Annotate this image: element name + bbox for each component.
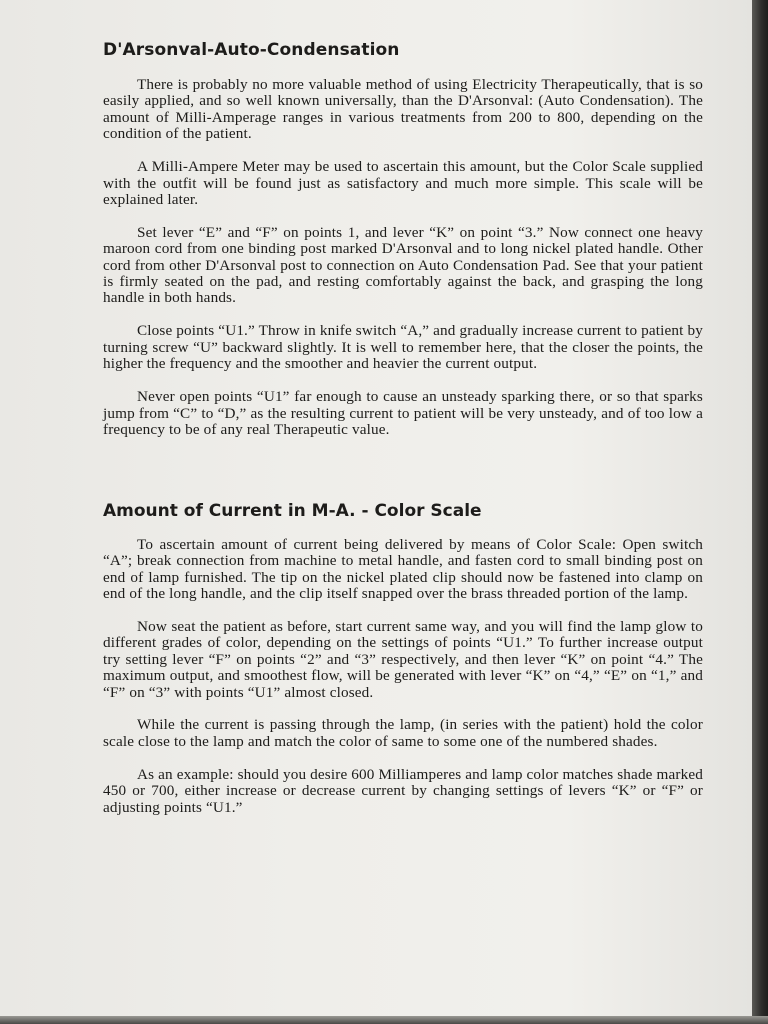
paragraph: While the current is passing through the lamp, (in series with the patient) hold the color scale close to the lamp and match the color of same to some one of the numbered shades. xyxy=(103,716,703,750)
paragraph: Never open points “U1” far enough to cause an unsteady sparking there, or so that sparks jump from “C” to “D,” as the resulting current to patient will be very unsteady, and of too low a frequency to be of any real Therapeutic value. xyxy=(103,388,703,438)
section-spacer xyxy=(103,455,703,501)
page-content xyxy=(103,40,703,833)
section-title-darsonval: D'Arsonval-Auto-Condensation xyxy=(103,40,400,60)
book-binding-edge xyxy=(752,0,768,1024)
paragraph: A Milli-Ampere Meter may be used to ascertain this amount, but the Color Scale supplied with the outfit will be found just as satisfactory and much more simple. This scale will be explained later. xyxy=(103,158,703,208)
paragraph: As an example: should you desire 600 Milliamperes and lamp color matches shade marked 450 or 700, either increase or decrease current by changing settings of levers “K” or “F” or adjusting points “U1.” xyxy=(103,765,703,816)
paragraph: Close points “U1.” Throw in knife switch “A,” and gradually increase current to patient by turning screw “U” backward slightly. It is well to remember here, that the closer the points, the higher the frequency and the smoother and heavier the current output. xyxy=(103,322,703,373)
paragraph: To ascertain amount of current being delivered by means of Color Scale: Open switch “A”; break connection from machine to metal handle, and fasten cord to small binding post on end of lamp furnished. The tip on the nickel plated clip should now be fastened into clamp on end of the long handle, and the clip itself snapped over the brass threaded portion of the lamp. xyxy=(103,535,703,603)
paragraph: Now seat the patient as before, start current same way, and you will find the lamp glow to different grades of color, depending on the settings of points “U1.” To further increase output try setting lever “F” on points “2” and “3” respectively, and then lever “K” on point “4.” The maximum output, and smoothest flow, will be generated with lever “K” on “4,” “E” on “1,” and “F” on “3” with points “U1” almost closed. xyxy=(103,617,703,701)
page-bottom-shadow xyxy=(0,1016,768,1024)
section-title-color-scale: Amount of Current in M-A. - Color Scale xyxy=(103,500,482,521)
paragraph: There is probably no more valuable method of using Electricity Therapeutically, that is so easily applied, and so well known universally, than the D'Arsonval: (Auto Condensation). The amount of Milli-Amperage ranges in various treatments from 200 to 800, depending on the condition of the patient. xyxy=(103,76,703,143)
paragraph: Set lever “E” and “F” on points 1, and lever “K” on point “3.” Now connect one heavy maroon cord from one binding post marked D'Arsonval and to long nickel plated handle. Other cord from other D'Arsonval post to connection on Auto Condensation Pad. See that your patient is firmly seated on the pad, and resting comfortably against the back, and grasping the long handle in both hands. xyxy=(103,223,703,307)
